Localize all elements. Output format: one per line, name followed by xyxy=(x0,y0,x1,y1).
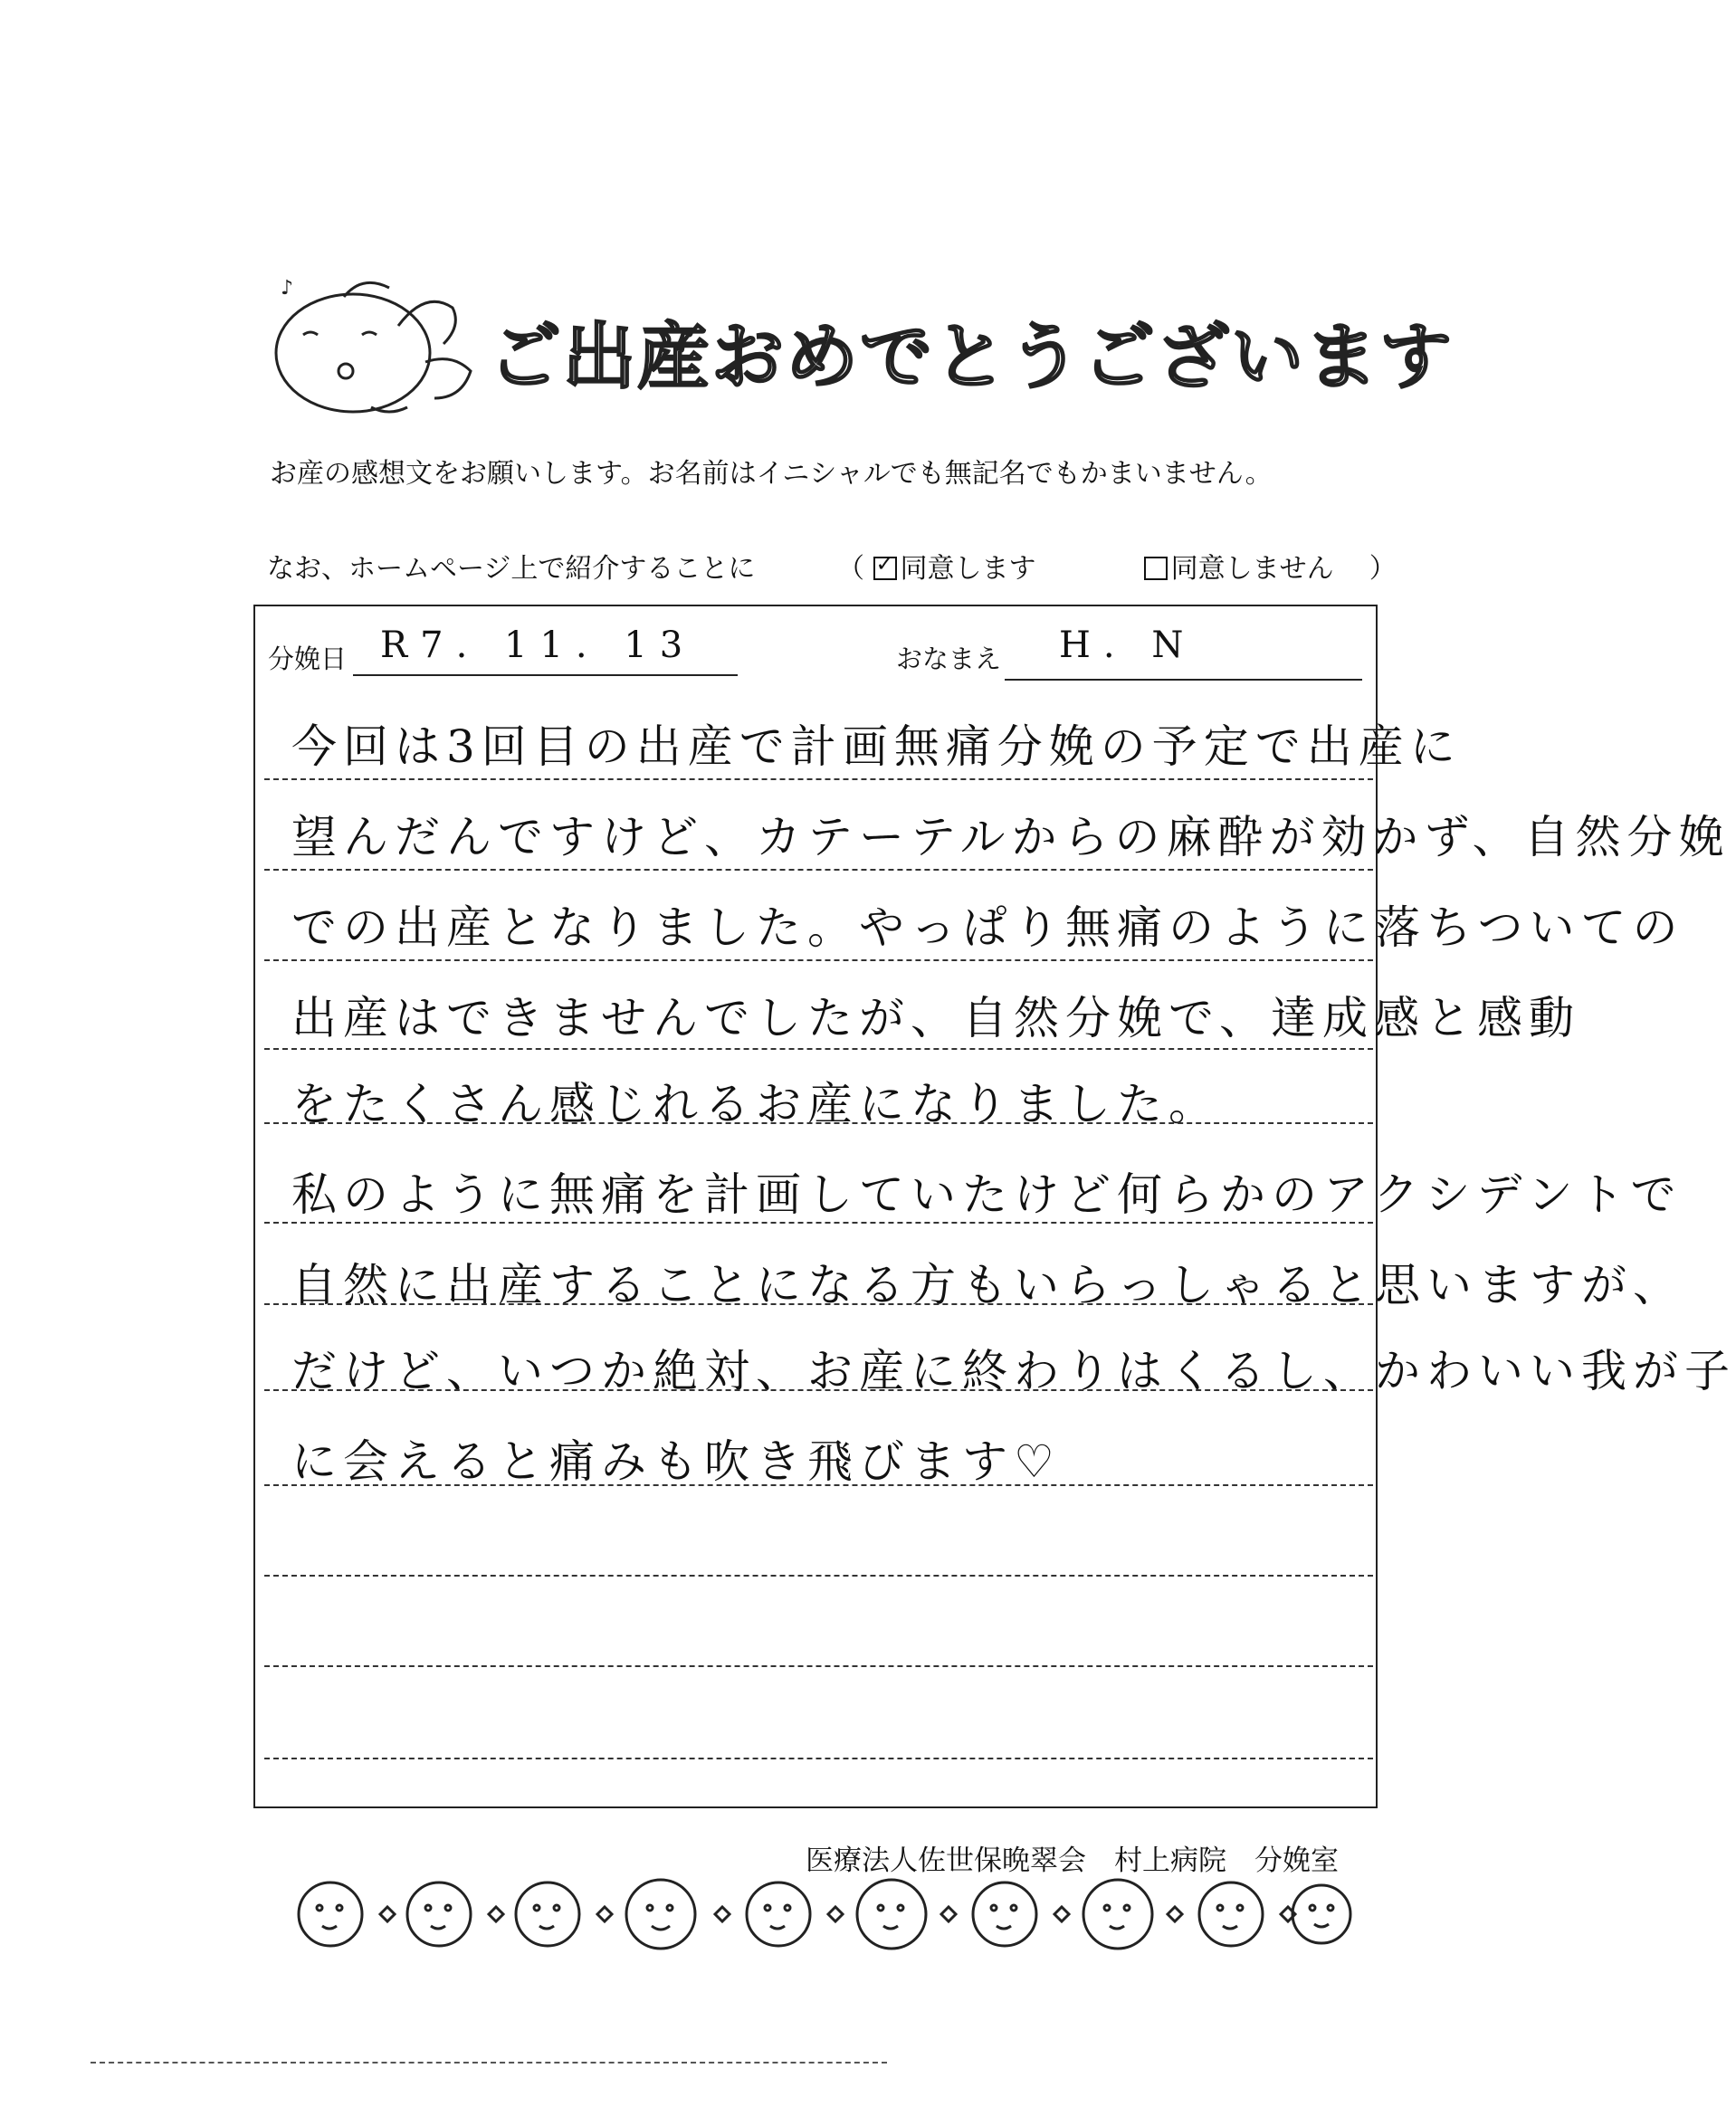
page-title: ご出産おめでとうございます xyxy=(489,315,1454,399)
ruled-line xyxy=(264,1484,1373,1486)
name-label: おなまえ xyxy=(896,643,1002,674)
consent-disagree-checkbox[interactable] xyxy=(1144,557,1168,580)
ruled-line xyxy=(264,1222,1373,1224)
ruled-line xyxy=(264,1665,1373,1667)
baby-faces-border-icon xyxy=(290,1864,1358,1964)
comment-line: での出産となりました。やっぱり無痛のように落ちついての xyxy=(291,901,1684,954)
ruled-line xyxy=(264,1122,1373,1124)
comment-line: をたくさん感じれるお産になりました。 xyxy=(291,1078,1220,1130)
consent-options xyxy=(837,546,1397,586)
title-banner xyxy=(262,272,1454,425)
ruled-line xyxy=(264,1575,1373,1577)
comment-line: 望んだんですけど、カテーテルからの麻酔が効かず、自然分娩 xyxy=(291,811,1731,863)
delivery-date-field[interactable]: R7. 11. 13 xyxy=(380,624,696,666)
comment-line: 出産はできませんでしたが、自然分娩で、達成感と感動 xyxy=(291,992,1580,1044)
delivery-date-label: 分娩日 xyxy=(268,643,348,674)
comment-line: に会えると痛みも吹き飛びます♡ xyxy=(291,1435,1061,1488)
ruled-line xyxy=(264,1048,1373,1050)
ruled-line xyxy=(264,959,1373,961)
consent-open-paren: （ xyxy=(837,553,864,585)
consent-disagree-label: 同意しません xyxy=(1170,553,1334,585)
ruled-line xyxy=(264,1758,1373,1759)
name-field[interactable]: H. N xyxy=(1059,624,1197,666)
comment-line: 自然に出産することになる方もいらっしゃると思いますが、 xyxy=(291,1259,1684,1311)
scan-edge-mark xyxy=(91,2062,887,2064)
delivery-date-underline xyxy=(353,674,738,676)
ruled-line xyxy=(264,869,1373,871)
comment-line: 私のように無痛を計画していたけど何らかのアクシデントで xyxy=(291,1168,1683,1221)
hospital-name: 医療法人佐世保晩翠会 村上病院 分娩室 xyxy=(806,1844,1339,1877)
ruled-line xyxy=(264,1389,1373,1391)
baby-illustration-icon xyxy=(262,272,498,425)
ruled-line xyxy=(264,1303,1373,1305)
svg-text:♪: ♪ xyxy=(281,277,294,300)
consent-agree-checkbox[interactable] xyxy=(873,557,897,580)
consent-agree-label: 同意します xyxy=(900,553,1036,585)
consent-close-paren: ） xyxy=(1369,553,1397,585)
name-underline xyxy=(1005,679,1362,681)
comment-line: 今回は3回目の出産で計画無痛分娩の予定で出産に xyxy=(291,720,1462,773)
instruction-line: お産の感想文をお願いします。お名前はイニシャルでも無記名でもかまいません。 xyxy=(270,458,1273,490)
ruled-line xyxy=(264,778,1373,780)
consent-question: なお、ホームページ上で紹介することに xyxy=(267,553,756,585)
comment-line: だけど、いつか絶対、お産に終わりはくるし、かわいい我が子 xyxy=(291,1345,1736,1397)
